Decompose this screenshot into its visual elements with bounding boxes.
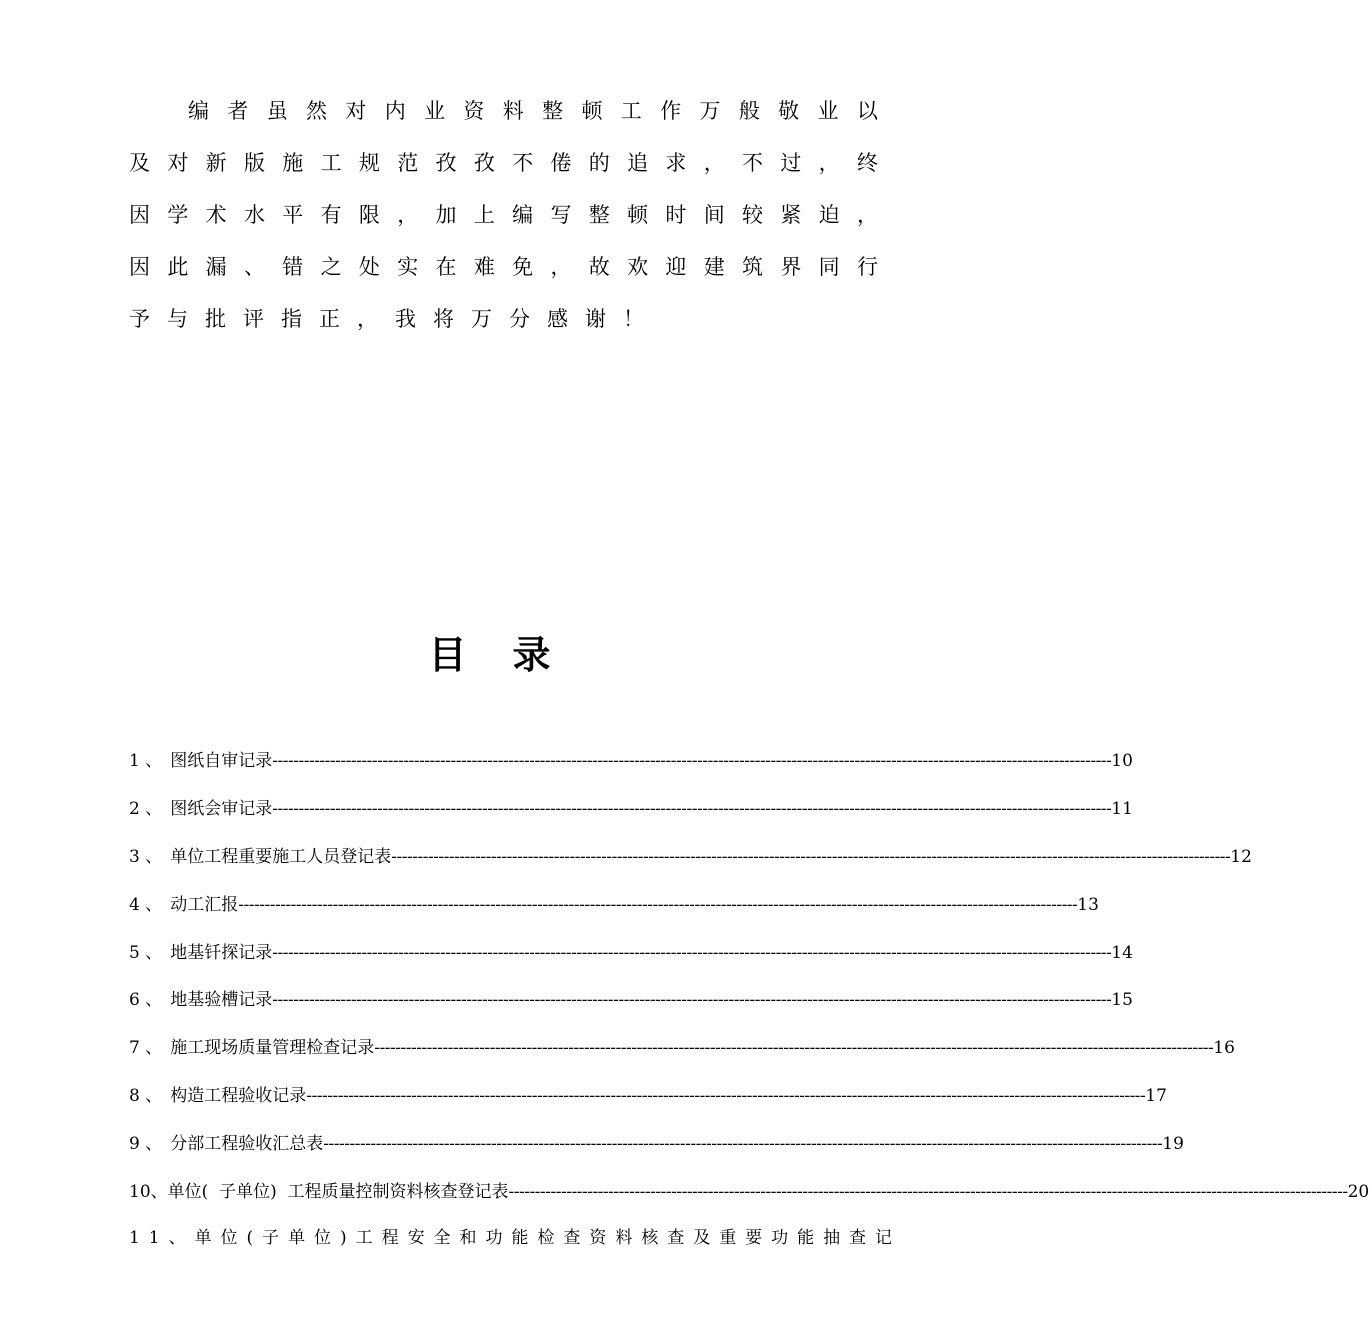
char: 指 xyxy=(281,307,302,331)
toc-item xyxy=(129,797,1133,821)
char: 安 xyxy=(407,1228,425,1248)
char: 范 xyxy=(397,151,419,175)
toc-leader: ---------------------------------------------------------------------------------------------------------------------------------------------------------------- xyxy=(391,847,1231,867)
char: 万 xyxy=(699,99,721,123)
toc-item-page: 12 xyxy=(1230,847,1252,867)
toc-item xyxy=(129,1132,1184,1156)
toc-item xyxy=(129,941,1133,965)
char: 整 xyxy=(542,99,564,123)
char: 工 xyxy=(620,99,642,123)
char: 全 xyxy=(433,1228,451,1248)
char: 正 xyxy=(319,307,340,331)
char: 错 xyxy=(282,255,304,279)
char: 不 xyxy=(512,151,534,175)
toc-item-page: 14 xyxy=(1111,943,1133,963)
char: 之 xyxy=(320,255,342,279)
toc-item-number: 4 、 xyxy=(129,895,163,915)
char: 写 xyxy=(550,203,572,227)
char: 的 xyxy=(588,151,610,175)
toc-item-number: 10、 xyxy=(129,1182,168,1202)
toc-item-title: 地基钎探记录 xyxy=(170,943,273,963)
char: 求 xyxy=(665,151,687,175)
toc-item-number: 1 、 xyxy=(129,751,163,771)
char: 程 xyxy=(381,1228,399,1248)
char: 因 xyxy=(129,255,150,279)
char: 孜 xyxy=(435,151,457,175)
char: 评 xyxy=(243,307,264,331)
preface-line xyxy=(129,253,878,281)
char: 顿 xyxy=(627,203,649,227)
char: 水 xyxy=(243,203,265,227)
char: 因 xyxy=(129,203,150,227)
char: 敬 xyxy=(778,99,800,123)
toc-item-title: 地基验槽记录 xyxy=(170,990,273,1010)
toc-item xyxy=(129,1084,1167,1108)
toc-item xyxy=(129,988,1133,1012)
char: 术 xyxy=(205,203,227,227)
preface-line xyxy=(129,201,878,229)
char: 追 xyxy=(627,151,649,175)
char: 查 xyxy=(667,1228,685,1248)
char: 核 xyxy=(641,1228,659,1248)
char: 上 xyxy=(473,203,495,227)
char: 终 xyxy=(856,151,878,175)
char: 较 xyxy=(742,203,763,227)
char: 重 xyxy=(719,1228,737,1248)
toc-item xyxy=(129,845,1252,869)
toc-item xyxy=(129,1180,1369,1204)
char: 平 xyxy=(282,203,304,227)
preface-line xyxy=(129,305,878,333)
char: 将 xyxy=(433,307,454,331)
char: 迎 xyxy=(665,255,687,279)
char: 行 xyxy=(856,255,878,279)
char: 业 xyxy=(424,99,446,123)
char: 1 xyxy=(148,1228,160,1248)
char: 此 xyxy=(167,255,189,279)
toc-item xyxy=(129,1036,1235,1060)
toc-item-title: 图纸会审记录 xyxy=(170,799,273,819)
char: 查 xyxy=(563,1228,581,1248)
char: 实 xyxy=(397,255,419,279)
char: ( xyxy=(246,1228,254,1248)
char: ) xyxy=(340,1228,347,1248)
char: 般 xyxy=(738,99,760,123)
toc-item-number: 6 、 xyxy=(129,990,163,1010)
char: 迫 xyxy=(818,203,840,227)
toc-item-page: 20 xyxy=(1347,1182,1369,1202)
char: 批 xyxy=(205,307,226,331)
char: 顿 xyxy=(581,99,603,123)
char: 漏 xyxy=(205,255,227,279)
char: ， xyxy=(703,151,725,175)
char: 时 xyxy=(665,203,687,227)
char: 、 xyxy=(243,255,265,279)
char: 记 xyxy=(875,1228,892,1248)
char: 免 xyxy=(512,255,534,279)
char: 施 xyxy=(282,151,304,175)
char: 工 xyxy=(355,1228,373,1248)
char: 功 xyxy=(771,1228,789,1248)
char: 对 xyxy=(167,151,189,175)
toc-leader: ---------------------------------------------------------------------------------------------------------------------------------------------------------------- xyxy=(374,1038,1214,1058)
char: 子 xyxy=(262,1228,280,1248)
char: 万 xyxy=(471,307,492,331)
char: 工 xyxy=(320,151,342,175)
char: 加 xyxy=(435,203,457,227)
char: 以 xyxy=(856,99,878,123)
char: 不 xyxy=(742,151,763,175)
char: 紧 xyxy=(780,203,802,227)
char: ！ xyxy=(623,307,644,331)
char: 资 xyxy=(463,99,485,123)
char: 者 xyxy=(227,99,249,123)
toc-item-title: 单位( 子单位) 工程质量控制资料核查登记表 xyxy=(167,1182,509,1202)
char: 学 xyxy=(167,203,189,227)
char: 单 xyxy=(194,1228,212,1248)
char: 整 xyxy=(588,203,610,227)
char: 、 xyxy=(168,1228,186,1248)
toc-item-title: 构造工程验收记录 xyxy=(170,1086,307,1106)
toc-item-page: 15 xyxy=(1111,990,1133,1010)
toc-item-number: 3 、 xyxy=(129,847,163,867)
char: ， xyxy=(357,307,378,331)
char: 检 xyxy=(537,1228,555,1248)
preface-line xyxy=(129,149,878,177)
char: 要 xyxy=(745,1228,763,1248)
char: 倦 xyxy=(550,151,572,175)
toc-leader: ---------------------------------------------------------------------------------------------------------------------------------------------------------------- xyxy=(323,1134,1163,1154)
toc-item xyxy=(129,1226,892,1250)
toc-item-page: 16 xyxy=(1213,1038,1235,1058)
char: 建 xyxy=(703,255,725,279)
char: 限 xyxy=(358,203,380,227)
toc-item-number: 9 、 xyxy=(129,1134,163,1154)
char: 有 xyxy=(320,203,342,227)
char: 间 xyxy=(703,203,725,227)
char: 故 xyxy=(588,255,610,279)
char: 然 xyxy=(306,99,328,123)
char: 抽 xyxy=(823,1228,841,1248)
char: 同 xyxy=(818,255,840,279)
char: 能 xyxy=(511,1228,529,1248)
toc-item-number: 7 、 xyxy=(129,1038,163,1058)
char: 虽 xyxy=(266,99,288,123)
char: 及 xyxy=(129,151,150,175)
toc-item-title: 分部工程验收汇总表 xyxy=(170,1134,324,1154)
toc-leader: ---------------------------------------------------------------------------------------------------------------------------------------------------------------- xyxy=(272,990,1112,1010)
char: 内 xyxy=(384,99,406,123)
toc-item-page: 13 xyxy=(1077,895,1099,915)
toc-item-page: 19 xyxy=(1162,1134,1184,1154)
char: 编 xyxy=(188,99,209,123)
toc-item-title: 施工现场质量管理检查记录 xyxy=(170,1038,375,1058)
char: 功 xyxy=(485,1228,503,1248)
char: 孜 xyxy=(473,151,495,175)
char: 过 xyxy=(780,151,802,175)
char: 难 xyxy=(473,255,495,279)
toc-item-title: 动工汇报 xyxy=(170,895,239,915)
char: ， xyxy=(397,203,419,227)
char: 规 xyxy=(358,151,380,175)
char: ， xyxy=(818,151,840,175)
toc-leader: ---------------------------------------------------------------------------------------------------------------------------------------------------------------- xyxy=(306,1086,1146,1106)
char: 新 xyxy=(205,151,227,175)
char: 处 xyxy=(358,255,380,279)
toc-item-number: 5 、 xyxy=(129,943,163,963)
char: 资 xyxy=(589,1228,607,1248)
toc-item-number: 8 、 xyxy=(129,1086,163,1106)
char: 分 xyxy=(509,307,530,331)
char: 感 xyxy=(547,307,568,331)
char: 谢 xyxy=(585,307,606,331)
preface-line xyxy=(188,97,878,125)
toc-leader: ---------------------------------------------------------------------------------------------------------------------------------------------------------------- xyxy=(508,1182,1348,1202)
char: 和 xyxy=(459,1228,477,1248)
toc-item-page: 11 xyxy=(1111,799,1133,819)
char: 查 xyxy=(849,1228,867,1248)
char: 单 xyxy=(288,1228,306,1248)
char: 料 xyxy=(615,1228,633,1248)
char: 版 xyxy=(243,151,265,175)
char: 位 xyxy=(220,1228,238,1248)
toc-item xyxy=(129,893,1099,917)
toc-leader: ---------------------------------------------------------------------------------------------------------------------------------------------------------------- xyxy=(272,943,1112,963)
toc-item-title: 图纸自审记录 xyxy=(170,751,273,771)
toc-item-number: 2 、 xyxy=(129,799,163,819)
char: 与 xyxy=(167,307,188,331)
toc-leader: ---------------------------------------------------------------------------------------------------------------------------------------------------------------- xyxy=(272,751,1112,771)
toc-item-page: 10 xyxy=(1111,751,1133,771)
toc-item xyxy=(129,749,1133,773)
char: ， xyxy=(550,255,572,279)
char: 欢 xyxy=(627,255,649,279)
toc-item-title: 单位工程重要施工人员登记表 xyxy=(170,847,392,867)
char: 1 xyxy=(129,1228,140,1248)
char: 界 xyxy=(780,255,802,279)
toc-item-page: 17 xyxy=(1145,1086,1167,1106)
toc-title: 目录 xyxy=(428,632,597,677)
char: 位 xyxy=(314,1228,332,1248)
char: 我 xyxy=(395,307,416,331)
char: 筑 xyxy=(742,255,763,279)
char: 编 xyxy=(512,203,534,227)
char: 及 xyxy=(693,1228,711,1248)
char: 在 xyxy=(435,255,457,279)
char: 料 xyxy=(502,99,524,123)
char: 对 xyxy=(345,99,367,123)
char: ， xyxy=(856,203,878,227)
char: 作 xyxy=(660,99,682,123)
char: 能 xyxy=(797,1228,815,1248)
toc-leader: ---------------------------------------------------------------------------------------------------------------------------------------------------------------- xyxy=(272,799,1112,819)
toc-leader: ---------------------------------------------------------------------------------------------------------------------------------------------------------------- xyxy=(238,895,1078,915)
char: 予 xyxy=(129,307,150,331)
char: 业 xyxy=(817,99,839,123)
